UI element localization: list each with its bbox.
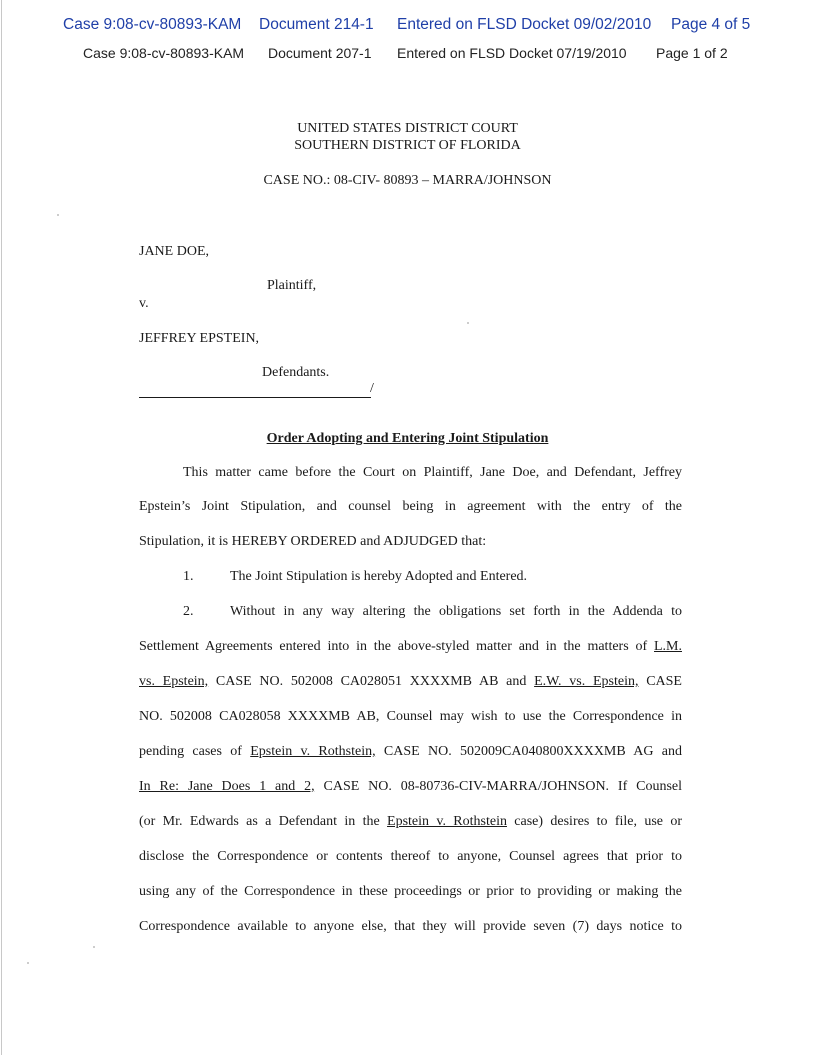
item-2-first-line: Without in any way altering the obligations set forth in the Addenda to [230,604,682,619]
body-text: CASE [638,674,682,689]
plaintiff-role: Plaintiff, [267,278,317,293]
case-citation: E.W. vs. Epstein, [534,674,639,689]
stamp-page-number: Page 4 of 5 [671,16,751,33]
body-text: disclose the Correspondence or contents thereof to anyone, Counsel agrees that prior to [139,849,682,864]
caption-rule [139,397,371,398]
body-text: (or Mr. Edwards as a Defendant in the [139,814,388,829]
stamp-case-number: Case 9:08-cv-80893-KAM [63,16,242,33]
original-stamp-case-number: Case 9:08-cv-80893-KAM [83,45,245,61]
scan-speck [27,962,29,964]
scan-speck [93,946,95,948]
scan-edge-line [1,0,2,1055]
body-text: Settlement Agreements entered into in the above-styled matter and in the matters of [139,639,654,654]
stamp-entered-date: Entered on FLSD Docket 09/02/2010 [397,16,652,33]
intro-line-3: Stipulation, it is HEREBY ORDERED and ADJUDGED that: [139,534,487,549]
intro-line-2: Epstein’s Joint Stipulation, and counsel being in agreement with the entry of the [139,499,682,514]
body-text: using any of the Correspondence in these proceedings or prior to providing or making the [139,884,682,899]
docket-stamp-original [0,45,815,65]
body-text: NO. 502008 CA028058 XXXXMB AB, Counsel may wish to use the Correspondence in [139,709,682,724]
original-stamp-entered-date: Entered on FLSD Docket 07/19/2010 [397,45,627,61]
body-text: CASE NO. 08-80736-CIV-MARRA/JOHNSON. If Counsel [314,779,682,794]
item-2-line [139,918,682,936]
docket-stamp-current [0,16,815,38]
item-2-line [139,883,682,901]
body-text: Correspondence available to anyone else, that they will provide seven (7) days notice to [139,919,682,934]
plaintiff-name: JANE DOE, [139,244,209,259]
item-2-line [139,778,682,796]
case-citation: vs. Epstein, [139,674,209,689]
case-number-caption: CASE NO.: 08-CIV- 80893 – MARRA/JOHNSON [263,173,552,188]
item-2-line [139,673,682,691]
stamp-document-number: Document 214-1 [259,16,374,33]
case-citation: Epstein v. Rothstein, [250,744,376,759]
court-name: UNITED STATES DISTRICT COURT [297,121,518,136]
original-stamp-document-number: Document 207-1 [268,45,372,61]
case-citation: Epstein v. Rothstein [387,814,507,829]
original-stamp-page-number: Page 1 of 2 [656,45,728,61]
item-2-line [139,848,682,866]
case-citation: L.M. [654,639,682,654]
order-title: Order Adopting and Entering Joint Stipulation [266,431,549,446]
intro-line-1: This matter came before the Court on Plaintiff, Jane Doe, and Defendant, Jeffrey [183,465,682,480]
item-2-line [139,708,682,726]
case-citation: In Re: Jane Does 1 and 2, [139,779,315,794]
body-text: case) desires to file, use or [506,814,682,829]
defendant-role: Defendants. [262,365,330,380]
versus: v. [139,296,149,311]
item-1-text: The Joint Stipulation is hereby Adopted and Entered. [230,569,528,584]
body-text: pending cases of [139,744,251,759]
scan-speck [57,214,59,216]
court-district: SOUTHERN DISTRICT OF FLORIDA [294,138,521,153]
body-text: CASE NO. 502008 CA028051 XXXXMB AB and [208,674,535,689]
caption-slash: / [370,381,374,396]
item-1-number: 1. [183,569,194,584]
item-2-line [139,638,682,656]
item-2-number: 2. [183,604,194,619]
body-text: CASE NO. 502009CA040800XXXXMB AG and [375,744,682,759]
item-2-line [139,813,682,831]
scan-speck [467,322,469,324]
item-2-line [139,743,682,761]
defendant-name: JEFFREY EPSTEIN, [139,331,260,346]
